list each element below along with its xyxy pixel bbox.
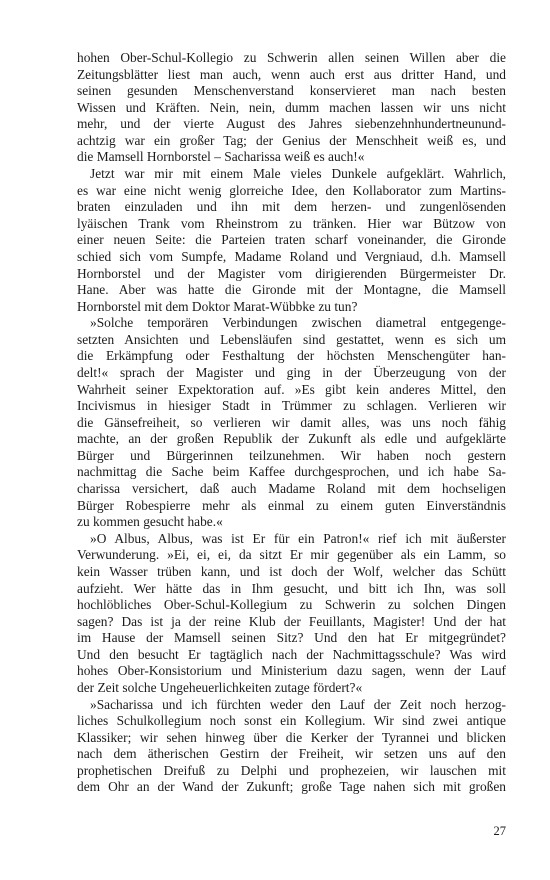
text-line: schied sich vom Sumpfe, Madame Roland und Vergniaud, d.h. Mamsell <box>77 248 506 264</box>
text-line: Klassiker; wir sehen hinweg über die Kerker der Tyrannei und blicken <box>77 729 506 745</box>
text-line: hochlöbliches Ober-Schul-Kollegium zu Schwerin zu solchen Dingen <box>77 597 506 613</box>
text-line: machte, an der großen Republik der Zukunft als edle und aufgeklärte <box>77 431 506 447</box>
text-line: die Gänsefreiheit, so verlieren wir damit alles, was uns noch fähig <box>77 414 506 430</box>
text-line: »O Albus, Albus, was ist Er für ein Patron!« rief ich mit äußerster <box>90 530 506 546</box>
text-line: braten einzuladen und ihn mit dem herzen- und zungenlösenden <box>77 199 506 215</box>
text-line: Jetzt war mir mit einem Male vieles Dunkele aufgeklärt. Wahrlich, <box>90 166 506 182</box>
text-line: mehr, und der vierte August des Jahres siebenzehnhundertneunund- <box>77 116 506 132</box>
text-line: Hornborstel mit dem Doktor Marat-Wübbke zu tun? <box>77 298 358 314</box>
text-line: prophetischen Dreifuß zu Delphi und prophezeien, wir lauschen mit <box>77 762 506 778</box>
text-line: im Hause der Mamsell seinen Sitz? Und den hat Er mitgegründet? <box>77 630 506 646</box>
text-line: Bürger Robespierre mehr als einmal zu einem guten Einverständnis <box>77 497 506 513</box>
text-line: Verwunderung. »Ei, ei, ei, da sitzt Er mir gegenüber als ein Lamm, so <box>77 547 506 563</box>
text-line: kein Wasser trüben kann, und ist doch der Wolf, welcher das Schütt <box>77 563 506 579</box>
text-line: setzten Ansichten und Lebensläufen sind gestattet, wenn es sich um <box>77 331 506 347</box>
text-line: Wissen und Kräften. Nein, nein, dumm machen lassen wir uns nicht <box>77 99 506 115</box>
text-line: »Solche temporären Verbindungen zwischen diametral entgegenge- <box>90 315 506 331</box>
text-line: Und den besucht Er tagtäglich nach der Nachmittagsschule? Was wird <box>77 646 506 662</box>
text-line: nach dem ätherischen Gestirn der Freiheit, wir setzen uns auf den <box>77 746 506 762</box>
page-number: 27 <box>493 824 506 838</box>
body-text <box>77 50 506 796</box>
text-line: die Erkämpfung oder Festhaltung der höchsten Menschengüter han- <box>77 348 506 364</box>
text-line: liches Schulkollegium noch sonst ein Kollegium. Wir sind zwei antique <box>77 713 506 729</box>
text-line: es war eine nicht wenig glorreiche Idee, den Kollaborator zum Martins- <box>77 182 506 198</box>
text-line: dem Ohr an der Wand der Zukunft; große Tage nahen sich mit großen <box>77 779 506 795</box>
text-line: aufzieht. Wer hätte das in Ihm gesucht, und bitt ich Ihn, was soll <box>77 580 506 596</box>
text-line: seinen gesunden Menschenverstand konservieret man nach besten <box>77 83 506 99</box>
text-line: charissa versichert, daß auch Madame Roland mit dem hochseligen <box>77 481 506 497</box>
text-line: lyäischen Trank vom Rheinstrom zu tränken. Hier war Bützow von <box>77 215 506 231</box>
text-line: nachmittag die Sache beim Kaffee durchgesprochen, und ich habe Sa- <box>77 464 506 480</box>
text-line: achtzig war ein großer Tag; der Genius der Menschheit weiß es, und <box>77 132 506 148</box>
text-line: Hornborstel und der Magister vom dirigierenden Bürgermeister Dr. <box>77 265 506 281</box>
text-line: Incivismus in hiesiger Stadt in Trümmer zu schlagen. Verlieren wir <box>77 398 506 414</box>
text-line: hohen Ober-Schul-Kollegio zu Schwerin allen seinen Willen aber die <box>77 50 506 65</box>
text-line: »Sacharissa und ich fürchten weder den Lauf der Zeit noch herzog- <box>90 696 506 712</box>
text-line: Hane. Aber was hatte die Gironde mit der Montagne, die Mamsell <box>77 282 506 298</box>
text-line: Wahrheit seiner Expektoration auf. »Es gibt kein anderes Mittel, den <box>77 381 506 397</box>
text-line: einer neuen Seite: die Parteien traten scharf voneinander, die Gironde <box>77 232 506 248</box>
text-line: sagen? Das ist ja der reine Klub der Feuillants, Magister! Und der hat <box>77 613 506 629</box>
text-line: hohes Ober-Konsistorium und Ministerium dazu sagen, wenn der Lauf <box>77 663 506 679</box>
text-line: die Mamsell Hornborstel – Sacharissa weiß es auch!« <box>77 149 365 165</box>
text-line: zu kommen gesucht habe.« <box>77 514 223 530</box>
text-line: Zeitungsblätter liest man auch, wenn auch erst aus dritter Hand, und <box>77 66 506 82</box>
text-line: Bürger und Bürgerinnen teilzunehmen. Wir haben noch gestern <box>77 447 506 463</box>
text-line: der Zeit solche Ungeheuerlichkeiten zutage fördert?« <box>77 679 363 695</box>
text-line: delt!« sprach der Magister und ging in der Überzeugung von der <box>77 364 506 380</box>
